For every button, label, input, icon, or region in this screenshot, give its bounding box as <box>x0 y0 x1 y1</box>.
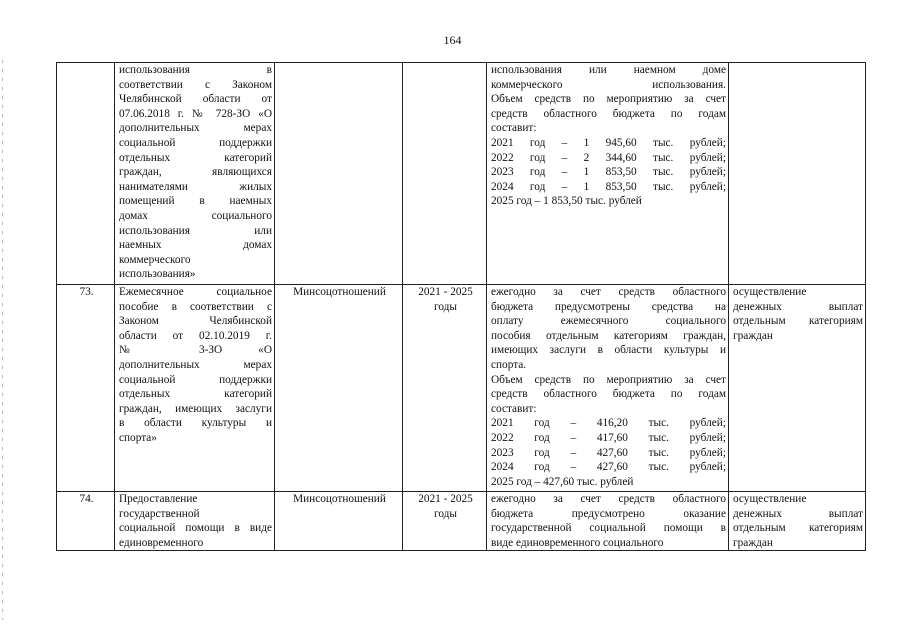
name_lines-line: дополнительных мерах <box>119 122 272 135</box>
name_lines-line: использования» <box>119 268 196 281</box>
content_lines-line: средств областного бюджета по годам <box>491 388 726 401</box>
result_lines-line: отдельным категориям <box>733 522 863 535</box>
table-row <box>57 492 866 551</box>
executor-cell <box>275 63 403 285</box>
result_lines-line: граждан <box>733 329 773 342</box>
measure-name-cell <box>115 63 275 285</box>
page-number: 164 <box>443 33 462 47</box>
content_lines-line: бюджета предусмотрено оказание <box>491 507 726 520</box>
name_lines-line: в области культуры и <box>119 417 272 430</box>
content_lines-line: составит: <box>491 122 537 135</box>
result_lines-line: граждан <box>733 536 773 549</box>
name_lines-line: Челябинской области от <box>119 93 272 106</box>
name_lines-line: использования в <box>119 64 272 76</box>
table-row <box>57 63 866 285</box>
content_lines-line: имеющих заслуги в области культуры и <box>491 344 726 357</box>
content_lines-line: пособия отдельным категориям граждан, <box>491 329 726 342</box>
scan-edge-mark <box>2 60 3 620</box>
content_lines-line: коммерческого использования. <box>491 78 726 91</box>
name_lines-line: наемных домах <box>119 239 272 252</box>
name_lines-line: 07.06.2018 г. № 728-ЗО «О <box>119 107 272 120</box>
name_lines-line: отдельных категорий <box>119 151 272 164</box>
content_lines-line: Объем средств по мероприятию за счет <box>491 93 726 106</box>
content_lines-line: 2024 год – 427,60 тыс. рублей; <box>491 461 726 474</box>
measure-content-cell <box>487 285 729 492</box>
content_lines-line: 2022 год – 2 344,60 тыс. рублей; <box>491 151 726 164</box>
term-cell <box>403 63 487 285</box>
row-number: 73. <box>57 285 115 492</box>
name_lines-line: Предоставление <box>119 493 198 505</box>
name_lines-line: Ежемесячное социальное <box>119 286 272 298</box>
name_lines-line: социальной помощи в виде <box>119 522 272 535</box>
content_lines-line: 2025 год – 1 853,50 тыс. рублей <box>491 195 642 208</box>
content_lines-line: 2023 год – 1 853,50 тыс. рублей; <box>491 166 726 179</box>
content_lines-line: 2024 год – 1 853,50 тыс. рублей; <box>491 180 726 193</box>
result_lines-line: осуществление <box>733 286 807 298</box>
measure-name-cell <box>115 285 275 492</box>
content_lines-line: ежегодно за счет средств областного <box>491 493 726 505</box>
term-cell <box>403 492 487 551</box>
name_lines-line: использования или <box>119 224 272 237</box>
result_lines-line: осуществление <box>733 493 807 505</box>
name_lines-line: домах социального <box>119 209 272 222</box>
result_lines-line: денежных выплат <box>733 300 863 313</box>
content_lines-line: 2021 год – 1 945,60 тыс. рублей; <box>491 136 726 149</box>
content_lines-line: составит: <box>491 402 537 415</box>
name_lines-line: отдельных категорий <box>119 388 272 401</box>
term_lines-line: 2021 - 2025 <box>418 493 473 505</box>
expected-result-cell <box>729 492 866 551</box>
content_lines-line: средств областного бюджета по годам <box>491 107 726 120</box>
name_lines-line: пособие в соответствии с <box>119 300 272 313</box>
name_lines-line: Законом Челябинской <box>119 315 272 328</box>
content_lines-line: спорта. <box>491 358 527 371</box>
term-cell <box>403 285 487 492</box>
name_lines-line: коммерческого <box>119 253 191 266</box>
name_lines-line: помещений в наемных <box>119 195 272 208</box>
name_lines-line: № 3-ЗО «О <box>119 344 272 357</box>
name_lines-line: нанимателями жилых <box>119 180 272 193</box>
measure-content-cell <box>487 492 729 551</box>
content_lines-line: ежегодно за счет средств областного <box>491 286 726 298</box>
name_lines-line: социальной поддержки <box>119 373 272 386</box>
name_lines-line: граждан, имеющих заслуги <box>119 402 272 415</box>
name_lines-line: соответствии с Законом <box>119 78 272 91</box>
content_lines-line: виде единовременного социального <box>491 536 664 549</box>
executor-cell: Минсоцотношений <box>275 285 403 492</box>
content_lines-line: 2023 год – 427,60 тыс. рублей; <box>491 446 726 459</box>
measure-name-cell <box>115 492 275 551</box>
result_lines-line: отдельным категориям <box>733 315 863 328</box>
name_lines-line: социальной поддержки <box>119 136 272 149</box>
name_lines-line: области от 02.10.2019 г. <box>119 329 272 342</box>
name_lines-line: граждан, являющихся <box>119 166 272 179</box>
expected-result-cell <box>729 285 866 492</box>
content_lines-line: 2022 год – 417,60 тыс. рублей; <box>491 431 726 444</box>
content_lines-line: государственной социальной помощи в <box>491 522 726 535</box>
name_lines-line: единовременного <box>119 536 204 549</box>
name_lines-line: спорта» <box>119 431 157 444</box>
measure-content-cell <box>487 63 729 285</box>
name_lines-line: государственной <box>119 507 200 520</box>
row-number: 74. <box>57 492 115 551</box>
term_lines-line: годы <box>433 507 457 520</box>
content_lines-line: 2025 год – 427,60 тыс. рублей <box>491 475 634 488</box>
name_lines-line: дополнительных мерах <box>119 358 272 371</box>
content_lines-line: использования или наемном доме <box>491 64 726 76</box>
expected-result-cell <box>729 63 866 285</box>
content_lines-line: бюджета предусмотрены средства на <box>491 300 726 313</box>
content_lines-line: 2021 год – 416,20 тыс. рублей; <box>491 417 726 430</box>
row-number <box>57 63 115 285</box>
measures-table <box>56 62 866 551</box>
table-row <box>57 285 866 492</box>
result_lines-line: денежных выплат <box>733 507 863 520</box>
content_lines-line: оплату ежемесячного социального <box>491 315 726 328</box>
term_lines-line: годы <box>433 300 457 313</box>
term_lines-line: 2021 - 2025 <box>418 286 473 298</box>
executor-cell: Минсоцотношений <box>275 492 403 551</box>
content_lines-line: Объем средств по мероприятию за счет <box>491 373 726 386</box>
